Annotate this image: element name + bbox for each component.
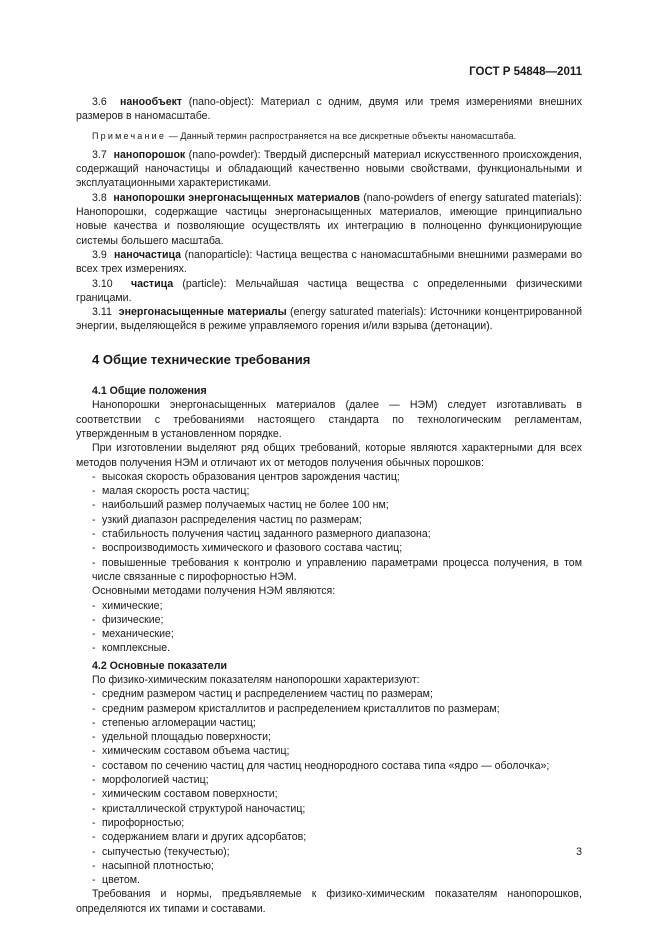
definition-term: энергонасыщенные материалы — [118, 306, 287, 319]
list-item: - содержанием влаги и других адсорбатов; — [92, 831, 307, 844]
list-item: - химическим составом объема частиц; — [92, 745, 290, 758]
list-item: - высокая скорость образования центров зарождения частиц; — [92, 470, 400, 483]
indicators-list — [76, 687, 582, 887]
list-item: - цветом. — [92, 874, 140, 887]
definition-term: нанопорошки энергонасыщенных материалов — [113, 191, 360, 204]
list-item: - механические; — [92, 628, 174, 641]
definition-text: (particle): Мельчайшая частица вещества с определенными физическими границами. — [76, 277, 582, 304]
list-item: - физические; — [92, 613, 164, 626]
list-item: - составом по сечению частиц для частиц неоднородного состава типа «ядро — оболочка»; — [92, 759, 550, 772]
definition-number: 3.11 — [92, 306, 112, 319]
note-label: Примечание — [92, 130, 167, 141]
note-text: — Данный термин распространяется на все дискретные объекты наномасштаба. — [166, 130, 517, 141]
list-item: - наибольший размер получаемых частиц не более 100 нм; — [92, 499, 389, 512]
list-item: - насыпной плотностью; — [92, 859, 214, 872]
methods-list — [76, 599, 582, 656]
list-item: - воспроизводимость химического и фазового состава частиц; — [92, 542, 403, 555]
paragraph: Основными методами получения НЭМ являются: — [92, 585, 336, 598]
subsection-title: 4.2 Основные показатели — [92, 659, 227, 672]
section-title: 4 Общие технические требования — [92, 351, 311, 367]
list-item: - степенью агломерации частиц; — [92, 716, 256, 729]
definition-text: (nanoparticle): Частица вещества с наномасштабными внешними размерами во всех трех измерениях. — [76, 248, 582, 276]
definition-3-8 — [76, 191, 582, 248]
definition-number: 3.8 — [92, 191, 107, 204]
list-item: - химические; — [92, 599, 163, 612]
paragraph: При изготовлении выделяют ряд общих требований, которые являются характерными для всех методов получения НЭМ и отличают их от методов получения обычных порошков: — [76, 442, 582, 469]
list-item: - химическим составом поверхности; — [92, 788, 278, 801]
definition-3-9 — [76, 248, 582, 277]
paragraph: По физико-химическим показателям нанопорошки характеризуют: — [92, 673, 420, 686]
definition-number: 3.6 — [92, 96, 107, 108]
document-body — [76, 95, 582, 916]
definition-text: (nano-powders of energy saturated materials): Нанопорошки, содержащие частицы энергонасыщенных материалов, имеющие принципиально новые качества и позволяющие осуществлять их интеграцию в полноценно функционирующие системы большего масштаба. — [76, 191, 582, 247]
definition-term: частица — [130, 277, 174, 290]
list-item: - узкий диапазон распределения частиц по размерам; — [92, 513, 362, 526]
definition-term: наночастица — [113, 248, 182, 261]
requirements-list — [76, 470, 582, 584]
list-item: - сыпучестью (текучестью); — [92, 845, 230, 858]
list-item: - средним размером частиц и распределением частиц по размерам; — [92, 688, 433, 701]
definition-3-11 — [76, 305, 582, 334]
subsection-title: 4.1 Общие положения — [92, 385, 207, 398]
list-item: - удельной площадью поверхности; — [92, 731, 271, 744]
page-number: 3 — [576, 846, 582, 858]
list-item: - стабильность получения частиц заданного размерного диапазона; — [92, 528, 431, 541]
list-item: - комплексные. — [92, 642, 171, 655]
list-item: - средним размером кристаллитов и распределением кристаллитов по размерам; — [92, 702, 500, 715]
note — [76, 129, 582, 143]
definition-3-6 — [76, 95, 582, 124]
definition-text: (nano-powder): Твердый дисперсный материал искусственного происхождения, содержащий наночастицы и обладающий качественно новыми свойствами, функциональными и эксплуатационными характеристиками. — [76, 148, 582, 190]
definition-number: 3.7 — [92, 148, 107, 161]
definition-term: нанопорошок — [113, 148, 186, 161]
paragraph: Требования и нормы, предъявляемые к физико-химическим показателям нанопорошков, определяются их типами и составами. — [76, 888, 582, 915]
paragraph: Нанопорошки энергонасыщенных материалов (далее — НЭМ) следует изготавливать в соответствии с требованиями настоящего стандарта по технологическим регламентам, утвержденным в установленном порядке. — [76, 399, 582, 440]
list-item: - пирофорностью; — [92, 816, 185, 829]
definition-number: 3.9 — [92, 248, 107, 261]
definition-text: (nano-object): Материал с одним, двумя или тремя измерениями внешних размеров в наномасштабе. — [76, 96, 582, 123]
definition-3-10 — [76, 277, 582, 306]
definition-text: (energy saturated materials): Источники концентрированной энергии, выделяющейся в режиме управляемого горения и/или взрыва (детонации). — [76, 306, 583, 333]
standard-code: ГОСТ Р 54848—2011 — [469, 66, 582, 78]
list-item: - повышенные требования к контролю и управлению параметрами процесса получения, в том числе связанные с пирофорностью НЭМ. — [92, 556, 582, 583]
list-item: - малая скорость роста частиц; — [92, 485, 250, 498]
definition-number: 3.10 — [92, 277, 113, 290]
list-item: - морфологией частиц; — [92, 774, 209, 787]
definition-3-7 — [76, 148, 582, 191]
list-item: - кристаллической структурой наночастиц; — [92, 802, 306, 815]
definition-term: нанообъект — [119, 96, 183, 108]
